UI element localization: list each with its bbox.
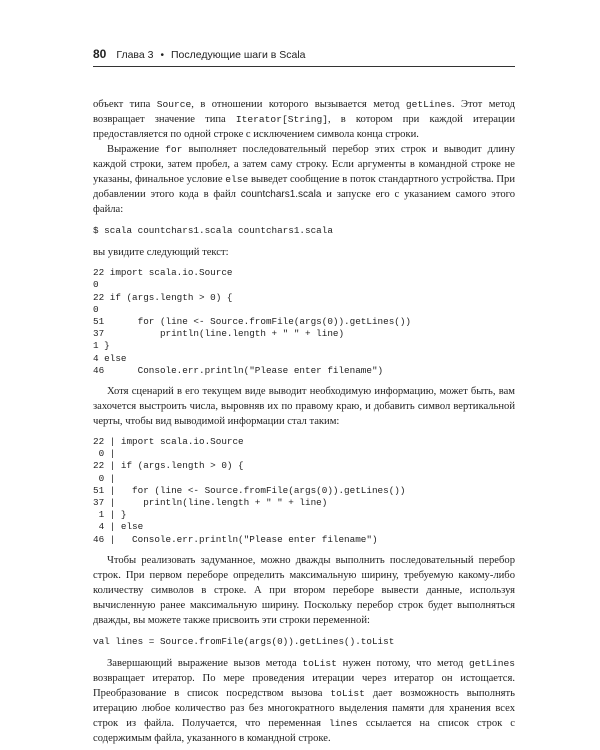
text-run: Выражение <box>107 144 166 155</box>
header-bullet: • <box>160 50 164 61</box>
inline-filename: countchars1.scala <box>240 189 322 200</box>
code-val: val lines = Source.fromFile(args(0)).getLines().toList <box>93 635 395 647</box>
inline-code: getLines <box>405 99 452 110</box>
inline-code: Source <box>156 99 192 110</box>
text-run: и запуске его с указанием самого этого файла: <box>93 189 516 215</box>
text-run: дает возможность выполнять итерацию любое количество раз без многократного выделения памяти для хранения всех строк из файла. Получается, что переменная <box>93 688 515 730</box>
text-run: объект типа <box>93 99 157 110</box>
text-run: ссылается на список строк с содержимым файла, указанного в командной строке. <box>93 718 515 745</box>
paragraph-6 <box>93 656 515 746</box>
code-output-2: 22 | import scala.io.Source 0 | 22 | if (args.length > 0) { 0 | 51 | for (line <- Source.fromFile(args(0)).getLines()) 37 | println(line.length + " " + line) 1 | } 4 | else 46 | Console.err.println("Please enter filename") <box>93 436 406 545</box>
inline-code: lines <box>329 718 358 730</box>
inline-code: getLines <box>468 658 515 670</box>
text-run: . Этот метод возвращает значение типа <box>93 99 515 125</box>
code-output-1: 22 import scala.io.Source 0 22 if (args.length > 0) { 0 51 for (line <- Source.fromFile(args(0)).getLines()) 37 println(line.length + " " + line) 1 } 4 else 46 Console.err.println("Please enter filename") <box>93 267 412 376</box>
text-run: , в котором при каждой итерации предоставляется по одной строке с исключением символа конца строки. <box>93 114 515 140</box>
paragraph-4: Хотя сценарий в его текущем виде выводит необходимую информацию, может быть, вам захочется выстроить числа, выровняв их по правому краю, и добавить символ вертикальной черты, чтобы вид выводимой информации стал таким: <box>93 386 515 428</box>
book-page <box>93 47 515 746</box>
paragraph-3: вы увидите следующий текст: <box>93 247 229 259</box>
paragraph-5: Чтобы реализовать задуманное, можно дважды выполнить последовательный перебор строк. При первом переборе определить максимальную ширину, требуемую какому-либо количеству символов в строке. А при втором переборе вывести данные, используя вычисленную ранее максимальную ширину. Поскольку перебор строк будет выполняться дважды, вы можете также присвоить эти строки переменной: <box>93 554 515 626</box>
inline-code: else <box>225 174 249 185</box>
text-run: , в отношении которого вызывается метод <box>191 99 406 110</box>
text-run: Завершающий выражение вызов метода <box>107 658 303 670</box>
code-command: $ scala countchars1.scala countchars1.scala <box>93 225 333 236</box>
text-run: выполняет последовательный перебор этих строк и выводит длину каждой строки, затем пробел, а затем саму строку. Если аргументы в командной строке не указаны, финальное условие <box>93 144 515 185</box>
paragraph-1 <box>93 97 515 142</box>
paragraph-2 <box>93 142 515 217</box>
chapter-title: Последующие шаги в Scala <box>171 49 306 61</box>
inline-code: for <box>165 144 183 155</box>
text-run: нужен потому, что метод <box>336 658 469 670</box>
chapter-label: Глава 3 <box>116 49 154 61</box>
inline-code: Iterator[String] <box>235 114 329 125</box>
text-run: выведет сообщение в поток стандартного устройства. При добавлении этого кода в файл <box>93 174 515 200</box>
inline-code: toList <box>330 688 365 700</box>
text-run: возвращает итератор. По мере проведения итерации через итератор он истощается. Преобразование в список посредством вызова <box>93 673 515 700</box>
running-header <box>93 47 515 67</box>
inline-code: toList <box>302 658 337 670</box>
page-number: 80 <box>93 47 107 61</box>
